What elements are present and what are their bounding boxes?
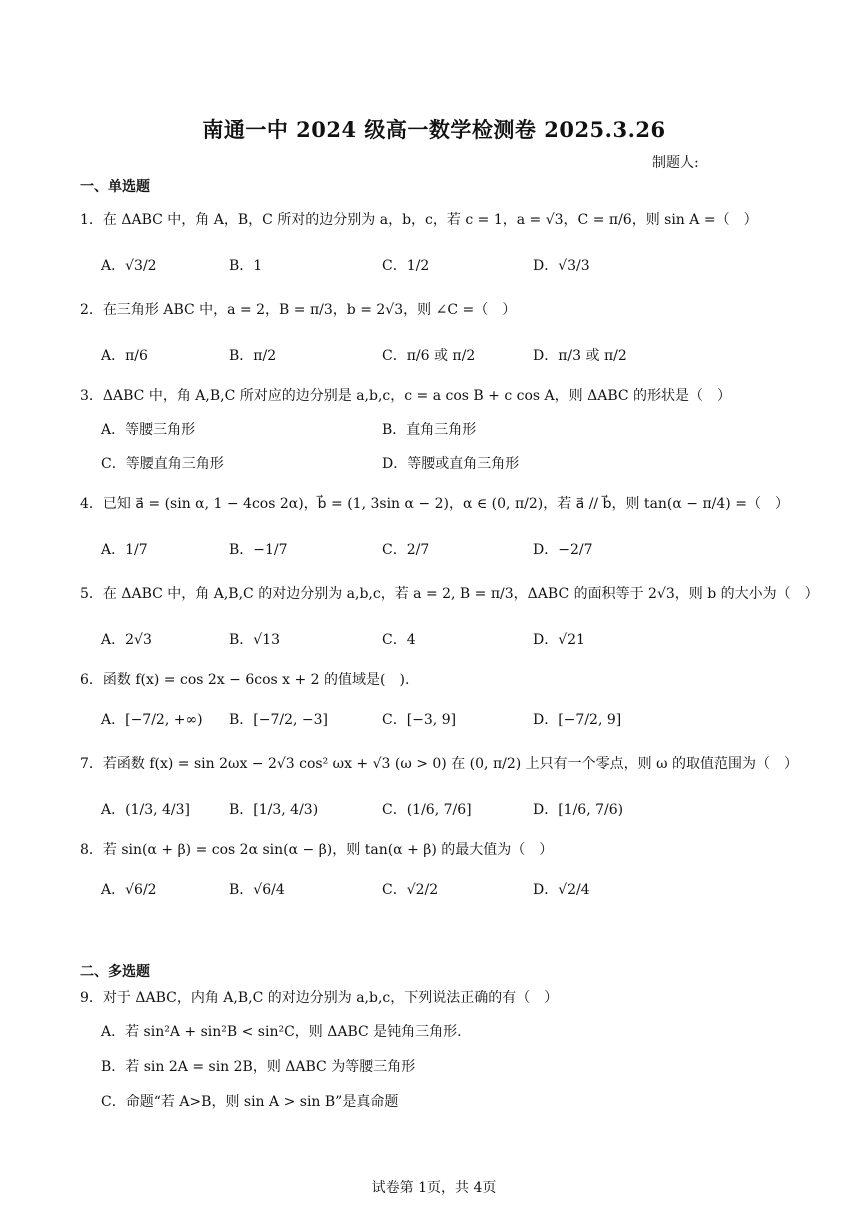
author-label: 制题人: [652, 155, 699, 171]
section-single-choice: 一、单选题 [80, 179, 150, 195]
q3-option-c: C．等腰直角三角形 [101, 456, 224, 472]
q5-option-b: B．√13 [229, 632, 281, 648]
question-7: 7．若函数 f(x) = sin 2ωx − 2√3 cos² ωx + √3 (ω > 0) 在 (0, π/2) 上只有一个零点，则 ω 的取值范围为（ ） [80, 756, 798, 772]
q5-option-a: A．2√3 [101, 632, 152, 648]
q3-option-a: A．等腰三角形 [101, 422, 196, 438]
q1-option-b: B．1 [229, 258, 263, 274]
section-multi-choice: 二、多选题 [80, 964, 150, 980]
question-9: 9．对于 ΔABC，内角 A,B,C 的对边分别为 a,b,c，下列说法正确的有（ ） [80, 990, 559, 1006]
page-title: 南通一中 2024 级高一数学检测卷 2025.3.26 [202, 117, 666, 142]
question-6: 6．函数 f(x) = cos 2x − 6cos x + 2 的值域是( ). [80, 672, 410, 688]
q2-option-a: A．π/6 [101, 348, 148, 364]
page-footer: 试卷第 1页，共 4页 [371, 1180, 497, 1196]
q4-option-d: D．−2/7 [533, 542, 593, 558]
question-1: 1．在 ΔABC 中，角 A，B，C 所对的边分别为 a，b，c，若 c = 1，a = √3，C = π/6，则 sin A =（ ） [80, 212, 758, 228]
q5-option-d: D．√21 [533, 632, 585, 648]
q8-option-d: D．√2/4 [533, 882, 590, 898]
q1-option-c: C．1/2 [382, 258, 430, 274]
q3-option-b: B．直角三角形 [382, 422, 477, 438]
q6-option-b: B．[−7/2, −3] [229, 712, 329, 728]
q4-option-a: A．1/7 [101, 542, 148, 558]
q1-option-d: D．√3/3 [533, 258, 590, 274]
question-4: 4．已知 a⃗ = (sin α, 1 − 4cos 2α)，b⃗ = (1, 3sin α − 2)，α ∈ (0, π/2)，若 a⃗ // b⃗，则 tan(α − π/4) =（ ） [80, 496, 789, 512]
q2-option-b: B．π/2 [229, 348, 277, 364]
q6-option-a: A．[−7/2, +∞) [101, 712, 203, 728]
q8-option-c: C．√2/2 [382, 882, 439, 898]
question-2: 2．在三角形 ABC 中，a = 2，B = π/3，b = 2√3，则 ∠C =（ ） [80, 302, 517, 318]
q3-option-d: D．等腰或直角三角形 [382, 456, 520, 472]
question-8: 8．若 sin(α + β) = cos 2α sin(α − β)，则 tan(α + β) 的最大值为（ ） [80, 842, 554, 858]
q2-option-d: D．π/3 或 π/2 [533, 348, 627, 364]
q2-option-c: C．π/6 或 π/2 [382, 348, 476, 364]
q8-option-a: A．√6/2 [101, 882, 157, 898]
q7-option-d: D．[1/6, 7/6) [533, 802, 624, 818]
q1-option-a: A．√3/2 [101, 258, 157, 274]
question-3: 3．ΔABC 中，角 A,B,C 所对应的边分别是 a,b,c，c = a cos B + c cos A，则 ΔABC 的形状是（ ） [80, 388, 732, 404]
q7-option-b: B．[1/3, 4/3) [229, 802, 319, 818]
q7-option-a: A．(1/3, 4/3] [101, 802, 190, 818]
q4-option-c: C．2/7 [382, 542, 430, 558]
q5-option-c: C．4 [382, 632, 416, 648]
q7-option-c: C．(1/6, 7/6] [382, 802, 472, 818]
q9-option-b: B．若 sin 2A = sin 2B，则 ΔABC 为等腰三角形 [101, 1059, 416, 1075]
q4-option-b: B．−1/7 [229, 542, 288, 558]
q9-option-a: A．若 sin²A + sin²B < sin²C，则 ΔABC 是钝角三角形. [101, 1024, 462, 1040]
q6-option-d: D．[−7/2, 9] [533, 712, 622, 728]
q8-option-b: B．√6/4 [229, 882, 285, 898]
question-5: 5．在 ΔABC 中，角 A,B,C 的对边分别为 a,b,c，若 a = 2, B = π/3，ΔABC 的面积等于 2√3，则 b 的大小为（ ） [80, 586, 819, 602]
q9-option-c: C．命题“若 A>B，则 sin A > sin B”是真命题 [101, 1094, 399, 1110]
q6-option-c: C．[−3, 9] [382, 712, 457, 728]
